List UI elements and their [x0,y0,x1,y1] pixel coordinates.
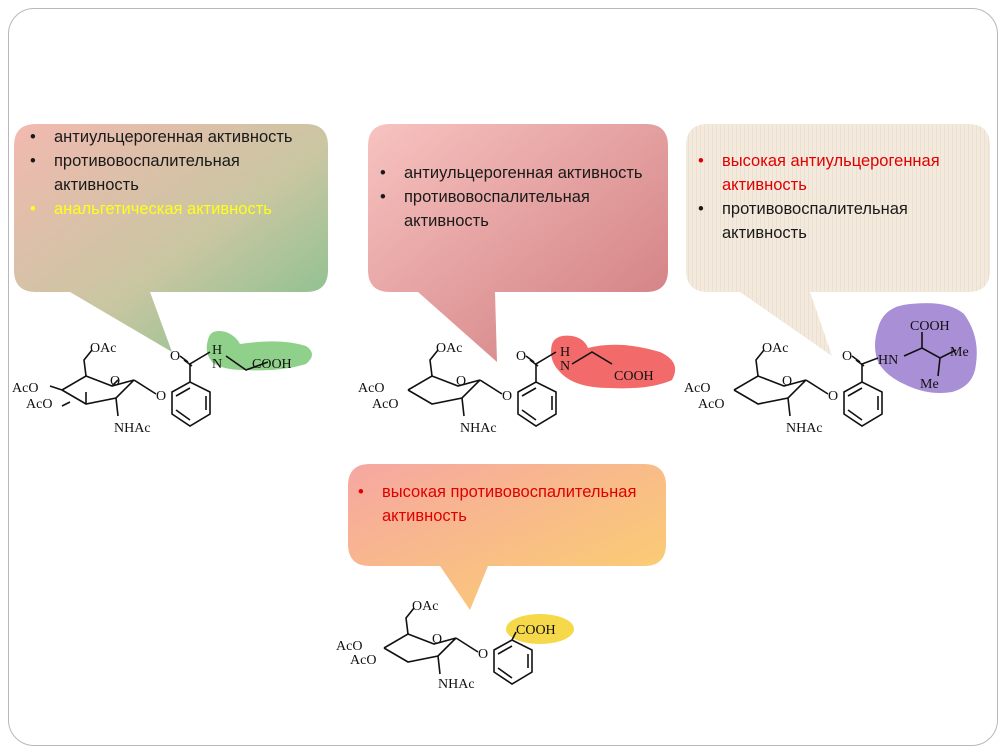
svg-text:O: O [110,374,121,389]
list-item: • антиульцерогенная активность [30,128,293,146]
svg-text:AcO: AcO [372,397,399,412]
list-item: • противовоспалительная активность [380,188,590,230]
svg-text:NHAc: NHAc [786,421,823,436]
svg-text:O: O [502,389,513,404]
svg-text:O: O [456,374,467,389]
svg-text:Me: Me [920,377,939,392]
svg-text:COOH: COOH [516,623,556,638]
svg-text:NHAc: NHAc [114,421,151,436]
svg-text:AcO: AcO [698,397,725,412]
list-item: • высокая противовоспалительная активность [358,483,637,525]
svg-text:O: O [170,349,181,364]
svg-text:COOH: COOH [614,369,654,384]
svg-text:NHAc: NHAc [460,421,497,436]
bubble-rose-shape [368,124,668,362]
svg-text:AcO: AcO [358,381,385,396]
svg-text:H: H [212,343,223,358]
svg-text:OAc: OAc [762,341,789,356]
list-item: • антиульцерогенная активность [380,164,643,182]
svg-text:OAc: OAc [436,341,463,356]
svg-text:Me: Me [950,345,969,360]
list-item: • противовоспалительная активность [30,152,240,194]
svg-text:O: O [516,349,527,364]
bubble-beige-text [696,149,982,245]
svg-text:HN: HN [878,353,899,368]
svg-text:O: O [782,374,793,389]
bubble-orange-list [356,480,638,528]
svg-text:COOH: COOH [252,357,292,372]
bubble-rose-list [378,161,660,233]
svg-text:OAc: OAc [412,599,439,614]
svg-text:AcO: AcO [684,381,711,396]
svg-text:O: O [432,632,443,647]
svg-text:AcO: AcO [350,653,377,668]
svg-text:AcO: AcO [12,381,39,396]
svg-text:NHAc: NHAc [438,677,475,692]
svg-text:O: O [828,389,839,404]
molecule-acid [336,599,556,692]
svg-text:O: O [478,647,489,662]
bubble-green-text [28,125,318,221]
list-item: • анальгетическая активность [30,200,272,218]
bubble-orange-text [356,480,638,528]
svg-text:OAc: OAc [90,341,117,356]
bubble-beige-list [696,149,982,245]
svg-text:AcO: AcO [336,639,363,654]
svg-text:H: H [560,345,571,360]
svg-text:COOH: COOH [910,319,950,334]
list-item: • высокая антиульцерогенная активность [698,152,940,194]
bubble-green-list [28,125,318,221]
svg-text:O: O [842,349,853,364]
bubble-rose-text [378,161,660,233]
svg-text:N: N [560,359,571,374]
svg-text:N: N [212,357,223,372]
svg-text:O: O [156,389,167,404]
svg-text:AcO: AcO [26,397,53,412]
list-item: • противовоспалительная активность [698,200,908,242]
